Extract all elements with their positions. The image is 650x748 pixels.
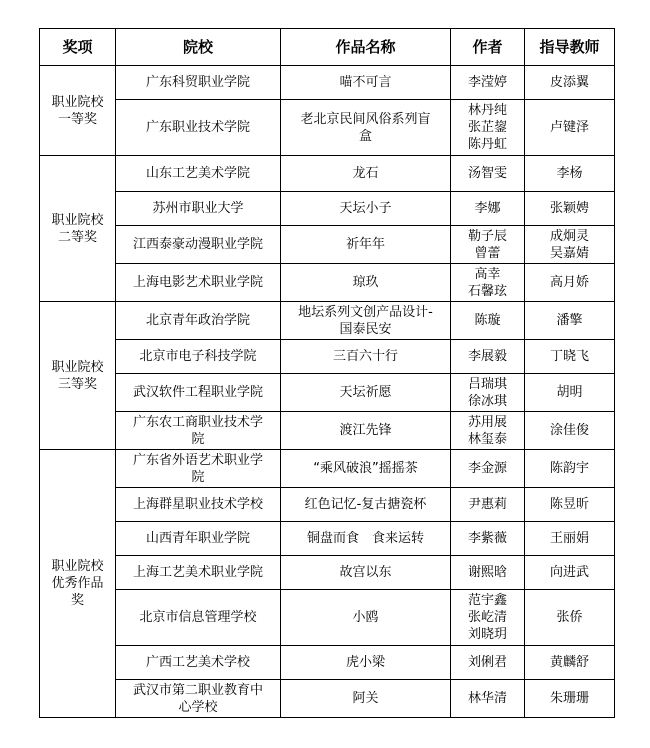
cell-line: 涂佳俊: [549, 423, 589, 438]
cell-line: 卢键泽: [549, 120, 589, 135]
cell-line: 林华清: [467, 691, 507, 706]
school-cell: [116, 522, 281, 556]
cell-line: 石馨玹: [467, 283, 507, 299]
table-row: [40, 302, 615, 340]
author-cell: [451, 488, 525, 522]
table-row: [40, 340, 615, 374]
teacher-cell: [525, 412, 615, 450]
work-cell: [281, 156, 451, 192]
cell-line: 山西青年职业学院: [145, 531, 250, 546]
cell-line: 武汉市第二职业教育中: [132, 682, 263, 698]
award-cell: [40, 450, 116, 718]
cell-line: 武汉软件工程职业学院: [132, 385, 263, 400]
author-cell: [451, 450, 525, 488]
cell-line: 林玺泰: [467, 431, 507, 447]
cell-line: 上海工艺美术职业学院: [132, 565, 263, 580]
cell-line: 谢熙晗: [467, 565, 507, 580]
table-row: [40, 192, 615, 226]
cell-line: 天坛祈愿: [339, 385, 392, 400]
table-row: [40, 450, 615, 488]
school-cell: [116, 374, 281, 412]
cell-line: 勒子辰: [467, 228, 507, 244]
table-row: [40, 680, 615, 718]
cell-line: 徐冰琪: [467, 393, 507, 409]
cell-line: 龙石: [352, 166, 379, 181]
cell-line: 山东工艺美术学院: [145, 166, 250, 181]
table-row: [40, 590, 615, 646]
cell-line: 阿关: [352, 691, 379, 706]
teacher-cell: [525, 66, 615, 100]
cell-line: 祈年年: [345, 237, 385, 252]
author-cell: [451, 590, 525, 646]
cell-line: 李娜: [474, 201, 501, 216]
table-row: [40, 100, 615, 156]
cell-line: 琼玖: [352, 275, 379, 290]
header-school: 院校: [116, 29, 281, 66]
author-cell: [451, 264, 525, 302]
author-cell: [451, 302, 525, 340]
school-cell: [116, 450, 281, 488]
cell-line: 李杨: [556, 166, 583, 181]
header-row: [40, 29, 615, 66]
table-row: [40, 374, 615, 412]
cell-line: “乘风破浪”摇摇茶: [313, 461, 418, 476]
teacher-cell: [525, 192, 615, 226]
teacher-cell: [525, 156, 615, 192]
table-row: [40, 488, 615, 522]
author-cell: [451, 66, 525, 100]
cell-line: 二等奖: [57, 229, 97, 245]
school-cell: [116, 264, 281, 302]
cell-line: 职业院校: [51, 559, 104, 574]
table-body: [40, 66, 615, 718]
work-cell: [281, 340, 451, 374]
school-cell: [116, 226, 281, 264]
cell-line: 三百六十行: [332, 349, 398, 364]
cell-line: 苏用展: [467, 414, 507, 430]
cell-line: 吴嘉婧: [549, 245, 589, 261]
work-cell: [281, 556, 451, 590]
work-cell: [281, 66, 451, 100]
cell-line: 故宫以东: [339, 565, 392, 580]
cell-line: 院: [191, 431, 205, 447]
table-row: [40, 646, 615, 680]
author-cell: [451, 192, 525, 226]
work-cell: [281, 264, 451, 302]
cell-line: 范宇鑫: [467, 593, 507, 608]
cell-line: 李金源: [467, 461, 507, 476]
work-cell: [281, 450, 451, 488]
cell-line: 红色记忆-复古搪瓷杯: [304, 497, 427, 512]
cell-line: 上海群星职业技术学校: [132, 497, 263, 512]
cell-line: 渡江先锋: [339, 423, 392, 438]
school-cell: [116, 340, 281, 374]
author-cell: [451, 226, 525, 264]
cell-line: 张屹清: [467, 610, 507, 625]
cell-line: 奖: [70, 593, 84, 608]
table-row: [40, 556, 615, 590]
author-cell: [451, 522, 525, 556]
cell-line: 北京市电子科技学院: [139, 349, 257, 364]
author-cell: [451, 680, 525, 718]
cell-line: 丁晓飞: [549, 349, 589, 364]
cell-line: 院: [191, 469, 205, 485]
cell-line: 曾蕾: [474, 245, 501, 261]
cell-line: 江西泰豪动漫职业学院: [132, 237, 263, 252]
cell-line: 一等奖: [57, 111, 97, 127]
work-cell: [281, 412, 451, 450]
school-cell: [116, 192, 281, 226]
cell-line: 职业院校: [51, 94, 104, 110]
cell-line: 虎小梁: [345, 655, 385, 670]
cell-line: 广东省外语艺术职业学: [132, 452, 263, 468]
work-cell: [281, 374, 451, 412]
cell-line: 吕瑞琪: [467, 376, 507, 392]
cell-line: 胡明: [556, 385, 583, 400]
work-cell: [281, 226, 451, 264]
award-cell: [40, 66, 116, 156]
cell-line: 职业院校: [51, 212, 104, 228]
school-cell: [116, 590, 281, 646]
cell-line: 上海电影艺术职业学院: [132, 275, 263, 290]
author-cell: [451, 412, 525, 450]
cell-line: 国泰民安: [339, 321, 392, 337]
header-teacher: 指导教师: [525, 29, 615, 66]
cell-line: 刘俐君: [467, 655, 507, 670]
work-cell: [281, 302, 451, 340]
teacher-cell: [525, 450, 615, 488]
award-cell: [40, 302, 116, 450]
cell-line: 皮添翼: [549, 75, 589, 90]
teacher-cell: [525, 488, 615, 522]
cell-line: 王丽娟: [549, 531, 589, 546]
teacher-cell: [525, 302, 615, 340]
cell-line: 汤智雯: [467, 166, 507, 181]
cell-line: 林丹纯: [467, 103, 507, 118]
cell-line: 小鸥: [352, 610, 379, 625]
cell-line: 优秀作品: [51, 576, 104, 591]
header-work: 作品名称: [281, 29, 451, 66]
work-cell: [281, 192, 451, 226]
table-row: [40, 522, 615, 556]
cell-line: 喵不可言: [339, 75, 392, 90]
school-cell: [116, 412, 281, 450]
cell-line: 李紫薇: [467, 531, 507, 546]
cell-line: 地坛系列文创产品设计-: [298, 304, 433, 320]
cell-line: 张颖娉: [549, 201, 589, 216]
cell-line: 张芷鋆: [467, 120, 507, 135]
school-cell: [116, 100, 281, 156]
teacher-cell: [525, 374, 615, 412]
teacher-cell: [525, 264, 615, 302]
cell-line: 盒: [358, 128, 372, 144]
cell-line: 陈昱昕: [549, 497, 589, 512]
cell-line: 心学校: [178, 699, 218, 715]
author-cell: [451, 340, 525, 374]
table-row: [40, 412, 615, 450]
work-cell: [281, 522, 451, 556]
work-cell: [281, 100, 451, 156]
awards-table: [39, 28, 615, 718]
teacher-cell: [525, 680, 615, 718]
author-cell: [451, 646, 525, 680]
cell-line: 高幸: [474, 266, 501, 282]
school-cell: [116, 156, 281, 192]
cell-line: 老北京民间风俗系列盲: [300, 111, 431, 127]
cell-line: 陈韵宇: [549, 461, 589, 476]
cell-line: 成炯灵: [549, 228, 589, 244]
cell-line: 李展毅: [467, 349, 507, 364]
cell-line: 向进武: [549, 565, 589, 580]
teacher-cell: [525, 556, 615, 590]
header-award: 奖项: [40, 29, 116, 66]
teacher-cell: [525, 340, 615, 374]
cell-line: 北京青年政治学院: [145, 313, 250, 328]
author-cell: [451, 156, 525, 192]
teacher-cell: [525, 226, 615, 264]
cell-line: 铜盘而食 食来运转: [306, 531, 424, 546]
cell-line: 尹惠莉: [467, 497, 507, 512]
cell-line: 天坛小子: [339, 201, 392, 216]
cell-line: 广东农工商职业技术学: [132, 414, 263, 430]
school-cell: [116, 302, 281, 340]
table-row: [40, 264, 615, 302]
cell-line: 李滢婷: [467, 75, 507, 90]
work-cell: [281, 646, 451, 680]
cell-line: 职业院校: [51, 359, 104, 375]
work-cell: [281, 488, 451, 522]
award-cell: [40, 156, 116, 302]
cell-line: 潘擎: [556, 313, 583, 328]
cell-line: 高月娇: [549, 275, 589, 290]
cell-line: 刘晓玥: [467, 627, 507, 642]
cell-line: 广东职业技术学院: [145, 120, 250, 135]
table-row: [40, 226, 615, 264]
school-cell: [116, 66, 281, 100]
author-cell: [451, 374, 525, 412]
author-cell: [451, 556, 525, 590]
work-cell: [281, 680, 451, 718]
school-cell: [116, 556, 281, 590]
header-author: 作者: [451, 29, 525, 66]
cell-line: 朱珊珊: [549, 691, 589, 706]
author-cell: [451, 100, 525, 156]
school-cell: [116, 488, 281, 522]
cell-line: 广东科贸职业学院: [145, 75, 250, 90]
work-cell: [281, 590, 451, 646]
teacher-cell: [525, 646, 615, 680]
school-cell: [116, 680, 281, 718]
cell-line: 北京市信息管理学校: [139, 610, 257, 625]
teacher-cell: [525, 100, 615, 156]
cell-line: 黄麟舒: [549, 655, 589, 670]
teacher-cell: [525, 522, 615, 556]
cell-line: 苏州市职业大学: [152, 201, 244, 216]
table-row: [40, 66, 615, 100]
cell-line: 陈璇: [474, 313, 501, 328]
table-row: [40, 156, 615, 192]
cell-line: 广西工艺美术学校: [145, 655, 250, 670]
teacher-cell: [525, 590, 615, 646]
cell-line: 陈丹虹: [467, 137, 507, 152]
cell-line: 三等奖: [57, 376, 97, 392]
cell-line: 张侨: [556, 610, 583, 625]
school-cell: [116, 646, 281, 680]
